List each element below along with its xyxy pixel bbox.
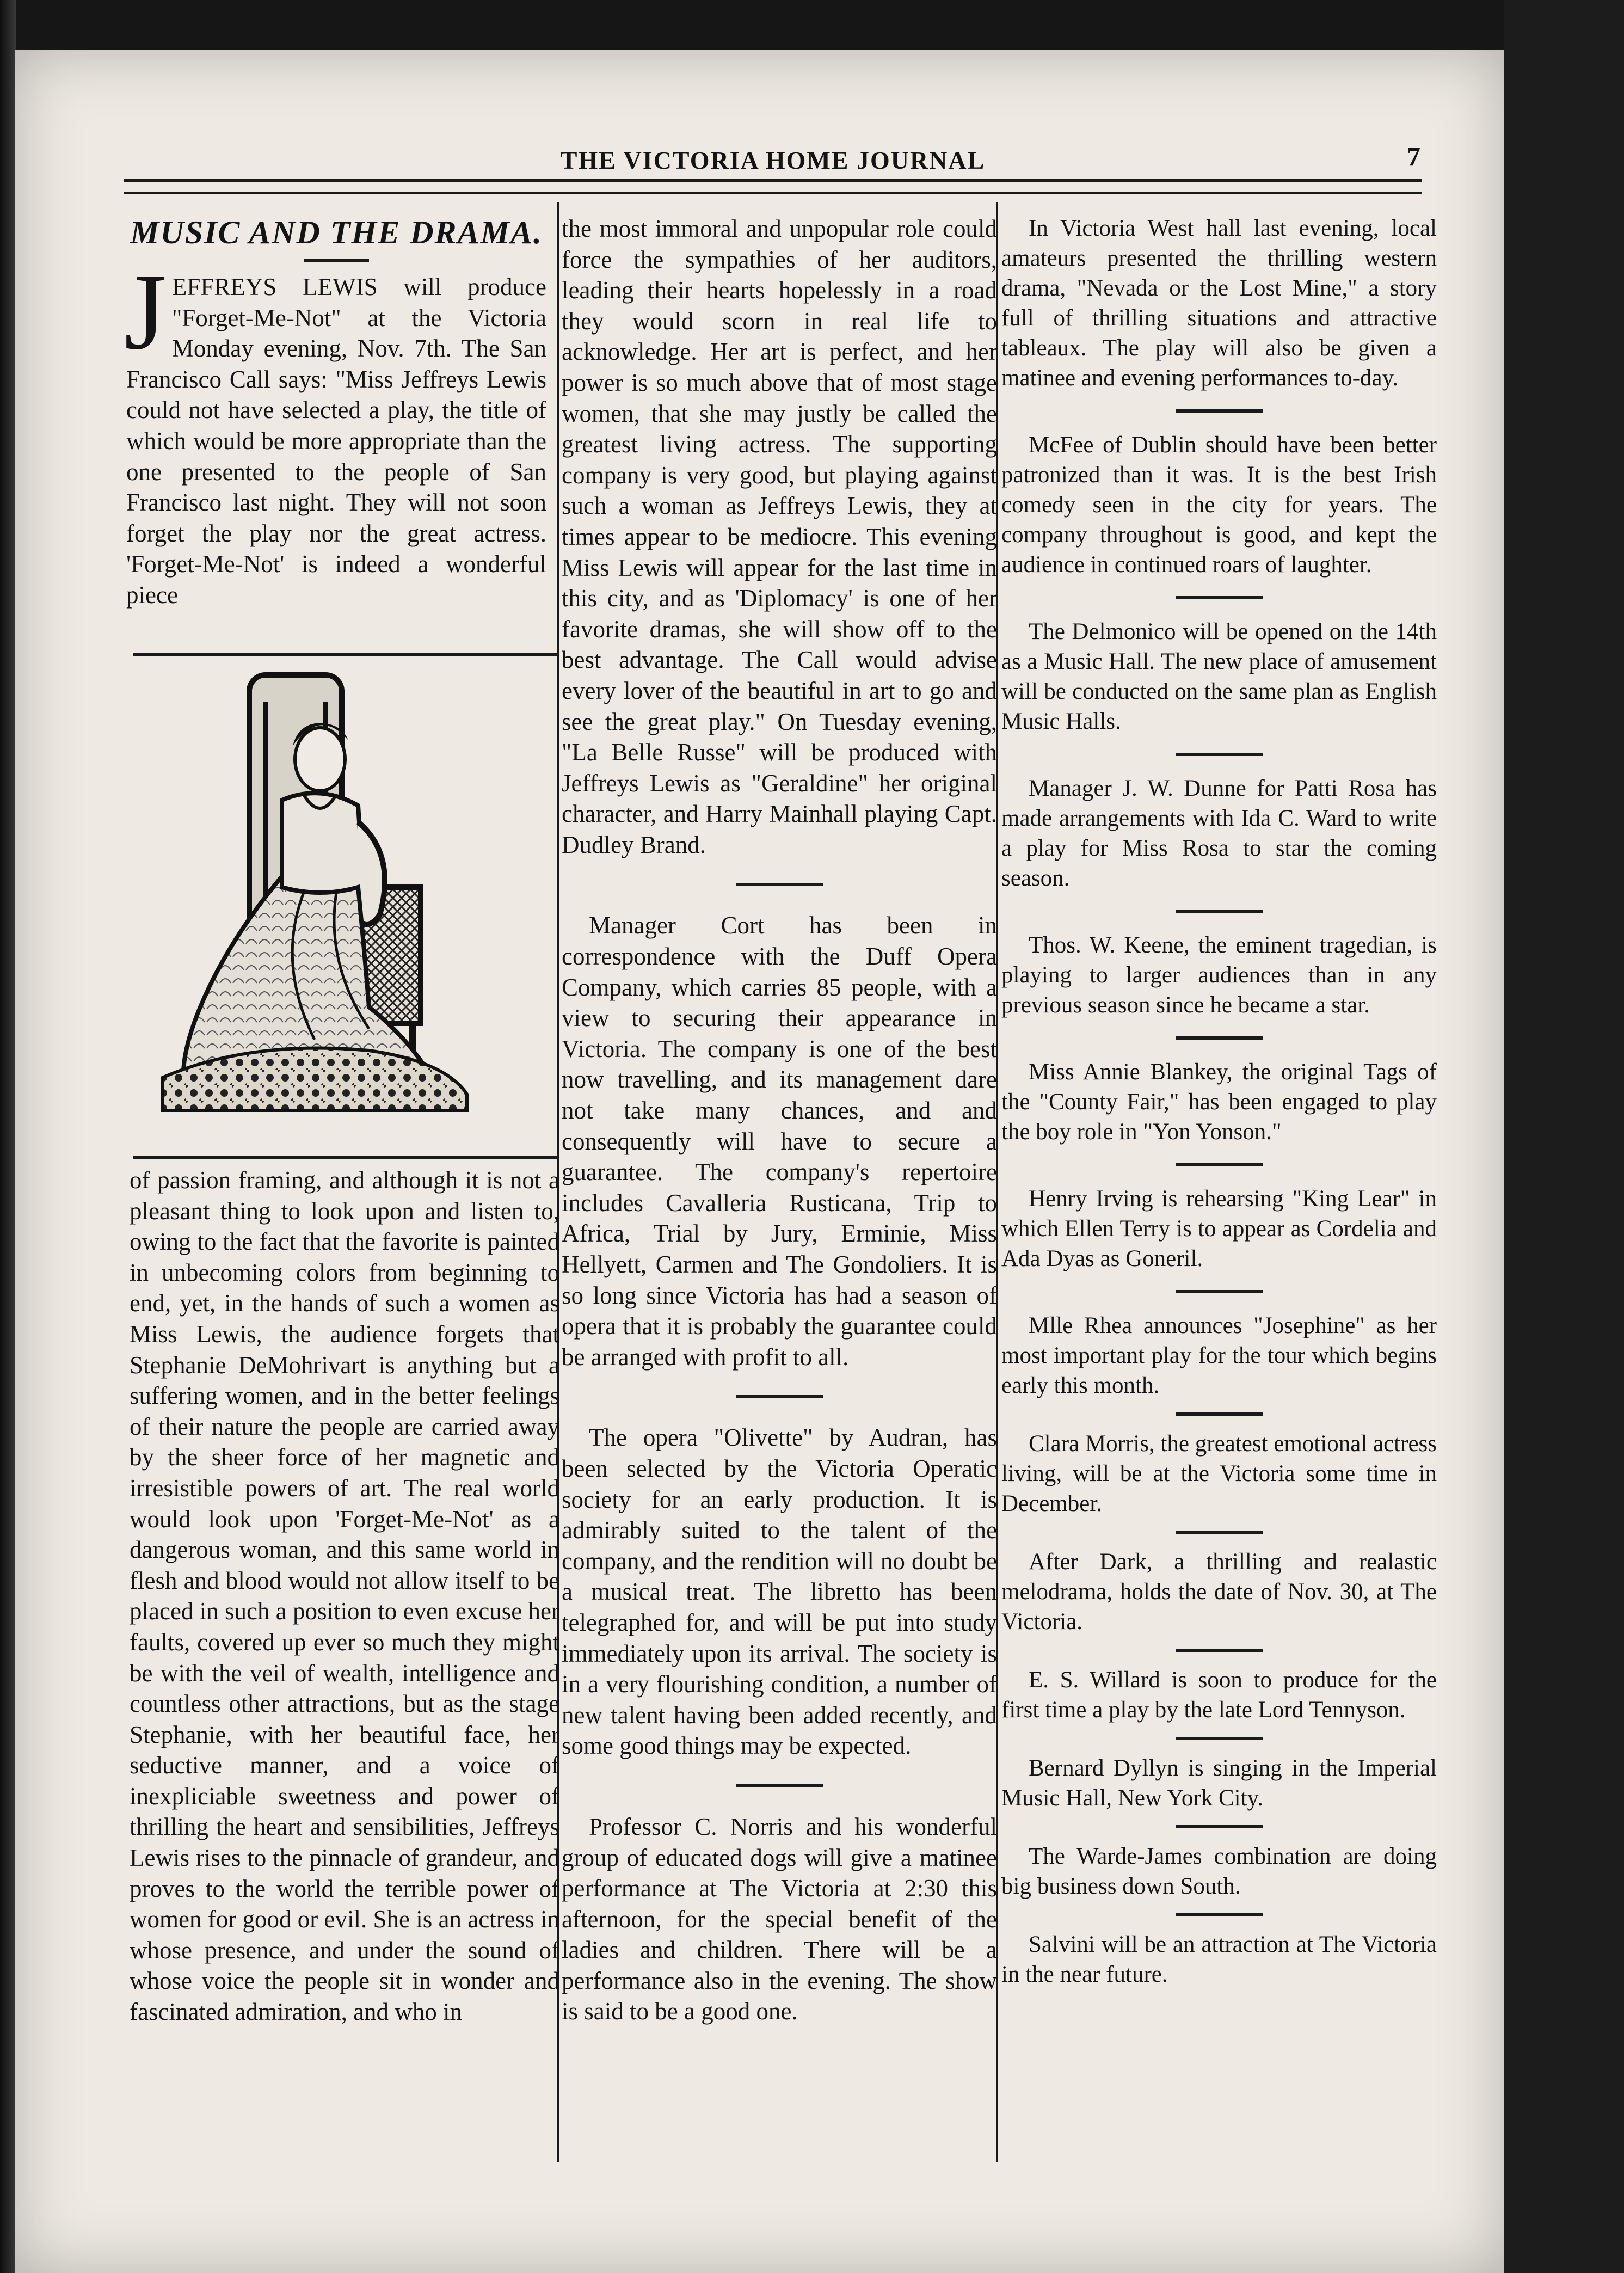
page-number: 7 bbox=[1407, 141, 1420, 171]
separator bbox=[1176, 1913, 1263, 1916]
news-item: Thos. W. Keene, the eminent tragedian, is playing to larger audiences than in any previous season since he became a star. bbox=[1001, 932, 1437, 1018]
news-item: The Warde-James combination are doing big business down South. bbox=[1001, 1844, 1437, 1899]
article-continued-text: of passion framing, and although it is not a pleasant thing to look upon and listen to, owing to the fact that the favorite is painted in unbecoming colors from beginning to end, yet, in the hands of such a women as Miss Lewis, the audience forgets that Stephanie DeMohrivart is anything but a suffering women, and in the better feelings of their nature the people are carried away by the sheer force of her magnetic and irresistible powers of art. The real world would look upon 'Forget-Me-Not' as a dangerous woman, and this same world in flesh and blood would not allow itself to be placed in such a position to even excuse her faults, covered up ever so much they might be with the veil of wealth, intelligence and countless other attractions, but as the stage Stephanie, with her beautiful face, her seductive manner, and a voice of inexpliciable sweetness and power of thrilling the heart and sensibilities, Jeffreys Lewis rises to the pinnacle of grandeur, and proves to the world the terrible power of women for good or evil. She is an actress in whose presence, and under the sound of whose voice the people sit in wonder and fascinated admiration, and who in bbox=[130, 1166, 559, 2026]
header-rule-bottom bbox=[124, 192, 1422, 194]
news-item: Mlle Rhea announces "Josephine" as her most important play for the tour which begins early this month. bbox=[1001, 1313, 1437, 1398]
drop-cap: J bbox=[124, 252, 167, 372]
separator bbox=[1176, 1290, 1263, 1293]
news-item: After Dark, a thrilling and realastic melodrama, holds the date of Nov. 30, at The Victoria. bbox=[1001, 1549, 1437, 1635]
news-item: In Victoria West hall last evening, local amateurs presented the thrilling western drama, "Nevada or the Lost Mine," a story full of thrilling situations and attractive tableaux. The play will also be given a matinee and evening performances to-day. bbox=[1001, 216, 1437, 391]
illustration-rule-bottom bbox=[133, 1156, 557, 1159]
column-2 bbox=[562, 213, 997, 2027]
separator bbox=[1176, 596, 1263, 599]
separator bbox=[736, 883, 823, 886]
column-2-paragraph-4: Professor C. Norris and his wonderful group of educated dogs will give a matinee performance at The Victoria at 2:30 this afternoon, for the special benefit of the ladies and children. There will be a performance also in the evening. The show is said to be a good one. bbox=[562, 1813, 997, 2025]
column-2-paragraph-3: The opera "Olivette" by Audran, has been selected by the Victoria Operatic society for an early production. It is admirably suited to the talent of the company, and the rendition will no doubt be a musical treat. The libretto has been telegraphed for, and will be put into study immediately upon its arrival. The society is in a very flourishing condition, a number of new talent having been added recently, and some good things may be expected. bbox=[562, 1424, 997, 1760]
journal-title: THE VICTORIA HOME JOURNAL bbox=[560, 146, 986, 174]
article-lead bbox=[124, 252, 546, 611]
page-header bbox=[125, 140, 1420, 179]
separator bbox=[1176, 1531, 1263, 1534]
article-lead-text: EFFREYS LEWIS will produce "Forget-Me-Not" at the Victoria Monday evening, Nov. 7th. The San Francisco Call says: "Miss Jeffreys Lewis could not have selected a play, the title of which would be more appropriate than the one presented to the people of San Francisco last night. They will not soon forget the play nor the great actress. 'Forget-Me-Not' is indeed a wonderful piece bbox=[126, 273, 546, 609]
news-item: E. S. Willard is soon to produce for the first time a play by the late Lord Tennyson. bbox=[1001, 1667, 1437, 1723]
illustration-rule-top bbox=[133, 653, 557, 656]
right-margin-dark bbox=[1504, 0, 1624, 2273]
news-item: Bernard Dyllyn is singing in the Imperial Music Hall, New York City. bbox=[1001, 1755, 1437, 1811]
title-underline bbox=[304, 259, 369, 262]
news-item: Miss Annie Blankey, the original Tags of the "County Fair," has been engaged to play the boy role in "Yon Yonson." bbox=[1001, 1059, 1437, 1145]
column-2-paragraph-2: Manager Cort has been in correspondence with the Duff Opera Company, which carries 85 people, with a view to securing their appearance in Victoria. The company is one of the best now travelling, and its management dare not take many chances, and and consequently will have to secure a guarantee. The company's repertoire includes Cavalleria Rusticana, Trip to Africa, Trial by Jury, Erminie, Miss Hellyett, Carmen and The Gondoliers. It is so long since Victoria has had a season of opera that it is probably the guarantee could be arranged with profit to all. bbox=[562, 912, 997, 1371]
separator bbox=[1176, 1737, 1263, 1740]
separator bbox=[1176, 753, 1263, 756]
binding-shadow bbox=[0, 0, 16, 2273]
column-1-top bbox=[126, 213, 546, 611]
news-item: Salvini will be an attraction at The Victoria in the near future. bbox=[1001, 1932, 1437, 1987]
separator bbox=[736, 1395, 823, 1398]
actress-illustration bbox=[140, 659, 554, 1116]
separator bbox=[1176, 1649, 1263, 1652]
separator bbox=[1176, 1825, 1263, 1828]
news-item: McFee of Dublin should have been better patronized than it was. It is the best Irish comedy seen in the city for years. The company throughout is good, and kept the audience in continued roars of laughter. bbox=[1001, 432, 1437, 578]
header-rule-top bbox=[124, 179, 1422, 182]
separator bbox=[1176, 409, 1263, 413]
separator bbox=[1176, 1412, 1263, 1416]
separator bbox=[1176, 910, 1263, 913]
separator bbox=[1176, 1036, 1263, 1040]
separator bbox=[736, 1784, 823, 1787]
separator bbox=[1176, 1163, 1263, 1166]
column-3 bbox=[1001, 213, 1437, 1989]
column-1-continued bbox=[130, 1165, 559, 2028]
news-item: Clara Morris, the greatest emotional actress living, will be at the Victoria some time in December. bbox=[1001, 1431, 1437, 1516]
news-item: Manager J. W. Dunne for Patti Rosa has made arrangements with Ida C. Ward to write a play for Miss Rosa to star the coming season. bbox=[1001, 776, 1437, 891]
news-item: Henry Irving is rehearsing "King Lear" in which Ellen Terry is to appear as Cordelia and Ada Dyas as Goneril. bbox=[1001, 1186, 1437, 1271]
column-2-paragraph-1: the most immoral and unpopular role could force the sympathies of her auditors, leading their hearts hopelessly in a road they would scorn in real life to acknowledge. Her art is perfect, and her power is so much above that of most stage women, that she may justly be called the greatest living actress. The supporting company is very good, but playing against such a woman as Jeffreys Lewis, they at times appear to be mediocre. This evening Miss Lewis will appear for the last time in this city, and as 'Diplomacy' is one of her favorite dramas, she will show off to the best advantage. The Call would advise every lover of the beautiful in art to go and see the great play." On Tuesday evening, "La Belle Russe" will be produced with Jeffreys Lewis as "Geraldine" her original character, and Harry Mainhall playing Capt. Dudley Brand. bbox=[562, 215, 997, 858]
news-item: The Delmonico will be opened on the 14th as a Music Hall. The new place of amusement will be conducted on the same plan as English Music Halls. bbox=[1001, 619, 1437, 734]
section-title: MUSIC AND THE DRAMA. bbox=[130, 214, 543, 250]
